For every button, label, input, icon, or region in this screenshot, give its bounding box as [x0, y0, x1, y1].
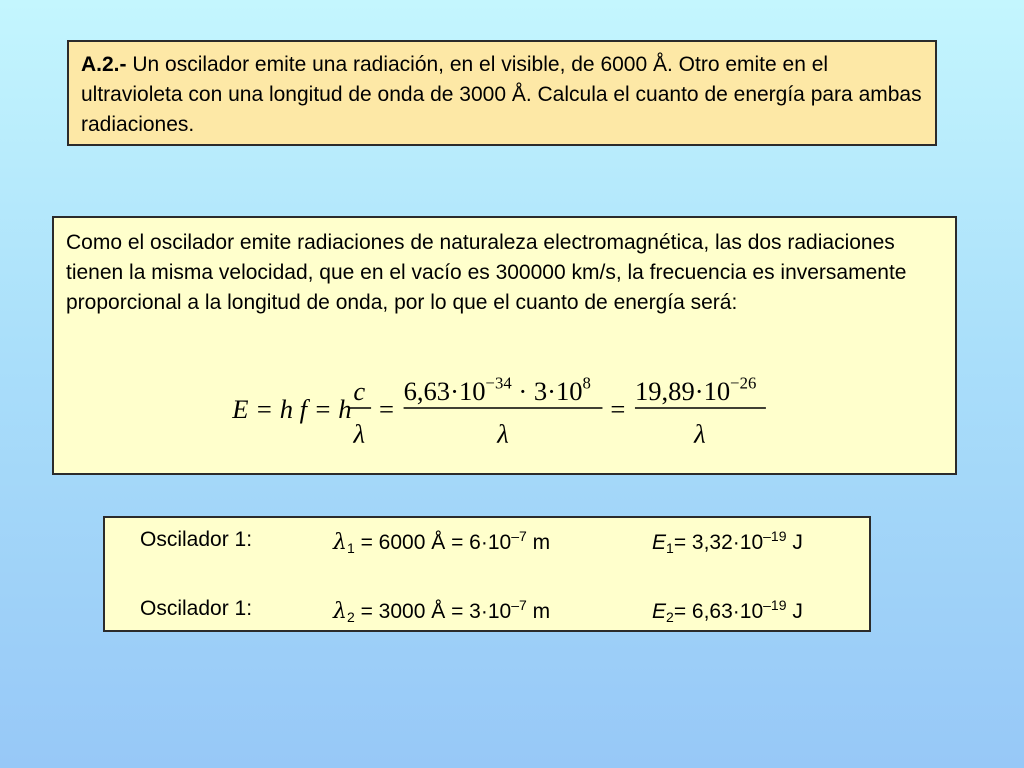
wavelength-value: $\lambda_1 = 6000$ Å = $6\cdot 10^{-7}$ m [333, 528, 551, 556]
results-box [103, 516, 871, 632]
formula-frac3-denominator: λ [694, 418, 706, 449]
formula-equals-1: = [378, 393, 394, 424]
result-row [105, 528, 869, 562]
formula-equals-2: = [610, 393, 626, 424]
solution-paragraph: Como el oscilador emite radiaciones de naturaleza electromagnética, las dos radiaciones tienen la misma velocidad, que en el vacío es 300000 km/s, la frecuencia es inversamente proporcional a la longitud de onda, por lo que el cuanto de energía será: [66, 231, 907, 314]
energy-formula [54, 218, 955, 473]
wavelength-value: $\lambda_2 = 3000$ Å = $3\cdot 10^{-7}$ m [333, 597, 551, 625]
formula-lhs: E = h f = h [232, 393, 352, 424]
oscillator-label: Oscilador 1: [140, 597, 253, 620]
formula-frac2-numerator: $6,63\cdot 10^{-34} \cdot 3\cdot 10^8$ [403, 373, 591, 407]
problem-text: Un oscilador emite una radiación, en el visible, de 6000 Å. Otro emite en el ultravioleta con una longitud de onda de 3000 Å. Calcula el cuanto de energía para ambas radiaciones. [81, 53, 922, 136]
energy-value: $E_2= 6,63\cdot 10^{-19}$ J [652, 597, 803, 625]
oscillator-label: Oscilador 1: [140, 528, 253, 551]
solution-box [52, 216, 957, 475]
formula-frac2-denominator: λ [497, 418, 509, 449]
result-row [105, 597, 869, 631]
energy-value: $E_1= 3,32\cdot 10^{-19}$ J [652, 528, 803, 556]
problem-statement-box [67, 40, 937, 146]
problem-label: A.2.- [81, 53, 127, 76]
formula-frac1-denominator: λ [353, 418, 366, 449]
formula-frac3-numerator: $19,89\cdot 10^{-26}$ [634, 373, 757, 407]
formula-frac1-numerator: c [353, 376, 366, 407]
